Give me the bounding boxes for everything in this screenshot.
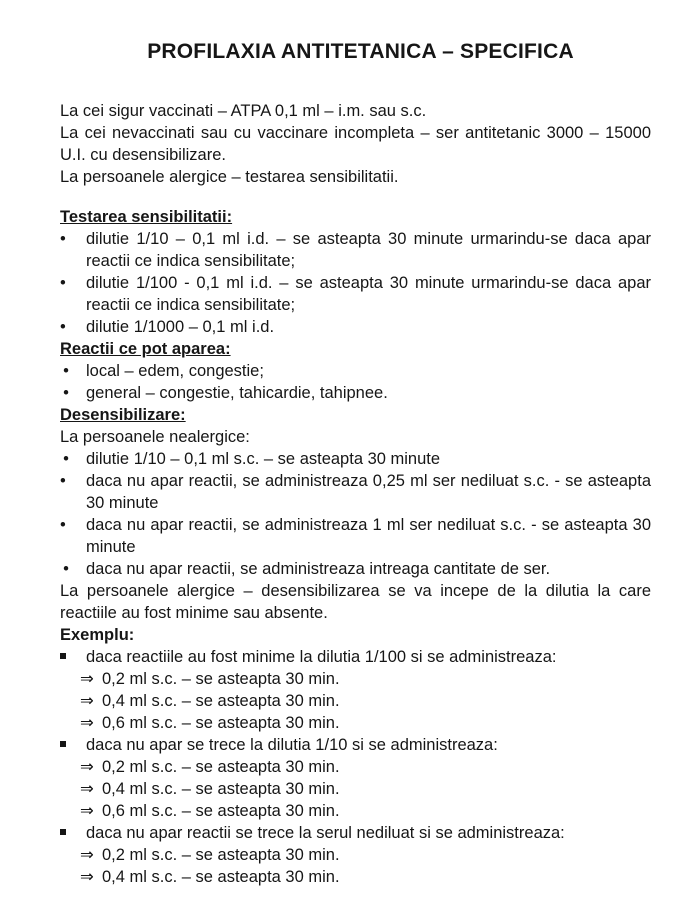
list-item: daca nu apar se trece la dilutia 1/10 si se administreaza: <box>60 734 651 756</box>
desensibilizare-heading: Desensibilizare: <box>60 406 186 424</box>
bullet-icon: • <box>60 472 66 490</box>
exemplu-section <box>60 624 651 888</box>
example-step: ⇒ 0,2 ml s.c. – se asteapta 30 min. <box>80 670 340 688</box>
double-arrow-icon: ⇒ <box>80 714 94 732</box>
double-arrow-icon: ⇒ <box>80 846 94 864</box>
square-bullet-icon <box>60 829 66 835</box>
list-item: • dilutie 1/10 – 0,1 ml s.c. – se asteapta 30 minute <box>60 448 651 470</box>
double-arrow-icon: ⇒ <box>80 868 94 886</box>
list-item: • daca nu apar reactii, se administreaza 0,25 ml ser nediluat s.c. - se asteapta 30 minute <box>60 472 651 512</box>
bullet-icon: • <box>60 274 66 292</box>
double-arrow-icon: ⇒ <box>80 802 94 820</box>
list-item: • daca nu apar reactii, se administreaza 1 ml ser nediluat s.c. - se asteapta 30 minute <box>60 516 651 556</box>
exemplu-heading: Exemplu: <box>60 626 135 644</box>
double-arrow-icon: ⇒ <box>80 758 94 776</box>
example-step: ⇒ 0,4 ml s.c. – se asteapta 30 min. <box>80 780 340 798</box>
example-step: ⇒ 0,4 ml s.c. – se asteapta 30 min. <box>80 692 340 710</box>
testare-section <box>60 206 651 338</box>
intro-line-nevaccinati: La cei nevaccinati sau cu vaccinare incompleta – ser antitetanic 3000 – 15000 U.I. cu desensibilizare. <box>60 124 651 164</box>
bullet-icon: • <box>63 450 69 468</box>
list-item: • daca nu apar reactii, se administreaza intreaga cantitate de ser. <box>60 558 651 580</box>
desensibilizare-section <box>60 404 651 624</box>
list-item: daca nu apar reactii se trece la serul nediluat si se administreaza: <box>60 822 651 844</box>
list-item: • local – edem, congestie; <box>60 360 651 382</box>
square-bullet-icon <box>60 653 66 659</box>
bullet-icon: • <box>60 230 66 248</box>
double-arrow-icon: ⇒ <box>80 670 94 688</box>
list-item: daca reactiile au fost minime la dilutia 1/100 si se administreaza: <box>60 646 651 668</box>
list-item: • general – congestie, tahicardie, tahipnee. <box>60 382 651 404</box>
square-bullet-icon <box>60 741 66 747</box>
desensibilizare-alergice: La persoanele alergice – desensibilizarea se va incepe de la dilutia la care reactiile au fost minime sau absente. <box>60 582 651 622</box>
reactii-heading: Reactii ce pot aparea: <box>60 340 231 358</box>
bullet-icon: • <box>63 384 69 402</box>
intro-section <box>60 100 651 188</box>
double-arrow-icon: ⇒ <box>80 692 94 710</box>
bullet-icon: • <box>60 318 66 336</box>
double-arrow-icon: ⇒ <box>80 780 94 798</box>
desensibilizare-lead: La persoanele nealergice: <box>60 428 250 446</box>
bullet-icon: • <box>63 362 69 380</box>
example-step: ⇒ 0,2 ml s.c. – se asteapta 30 min. <box>80 846 340 864</box>
example-step: ⇒ 0,4 ml s.c. – se asteapta 30 min. <box>80 868 340 886</box>
testare-heading: Testarea sensibilitatii: <box>60 208 233 226</box>
intro-line-alergice: La persoanele alergice – testarea sensibilitatii. <box>60 168 399 186</box>
intro-line-vaccinati: La cei sigur vaccinati – ATPA 0,1 ml – i.m. sau s.c. <box>60 102 427 120</box>
bullet-icon: • <box>60 516 66 534</box>
example-step: ⇒ 0,6 ml s.c. – se asteapta 30 min. <box>80 714 340 732</box>
example-step: ⇒ 0,6 ml s.c. – se asteapta 30 min. <box>80 802 340 820</box>
bullet-icon: • <box>63 560 69 578</box>
reactii-section <box>60 338 651 404</box>
list-item: • dilutie 1/1000 – 0,1 ml i.d. <box>60 318 275 336</box>
list-item: • dilutie 1/100 - 0,1 ml i.d. – se asteapta 30 minute urmarindu-se daca apar reactii ce indica sensibilitate; <box>60 274 651 314</box>
list-item: • dilutie 1/10 – 0,1 ml i.d. – se asteapta 30 minute urmarindu-se daca apar reactii ce indica sensibilitate; <box>60 230 651 270</box>
page-title: PROFILAXIA ANTITETANICA – SPECIFICA <box>147 40 574 63</box>
example-step: ⇒ 0,2 ml s.c. – se asteapta 30 min. <box>80 758 340 776</box>
